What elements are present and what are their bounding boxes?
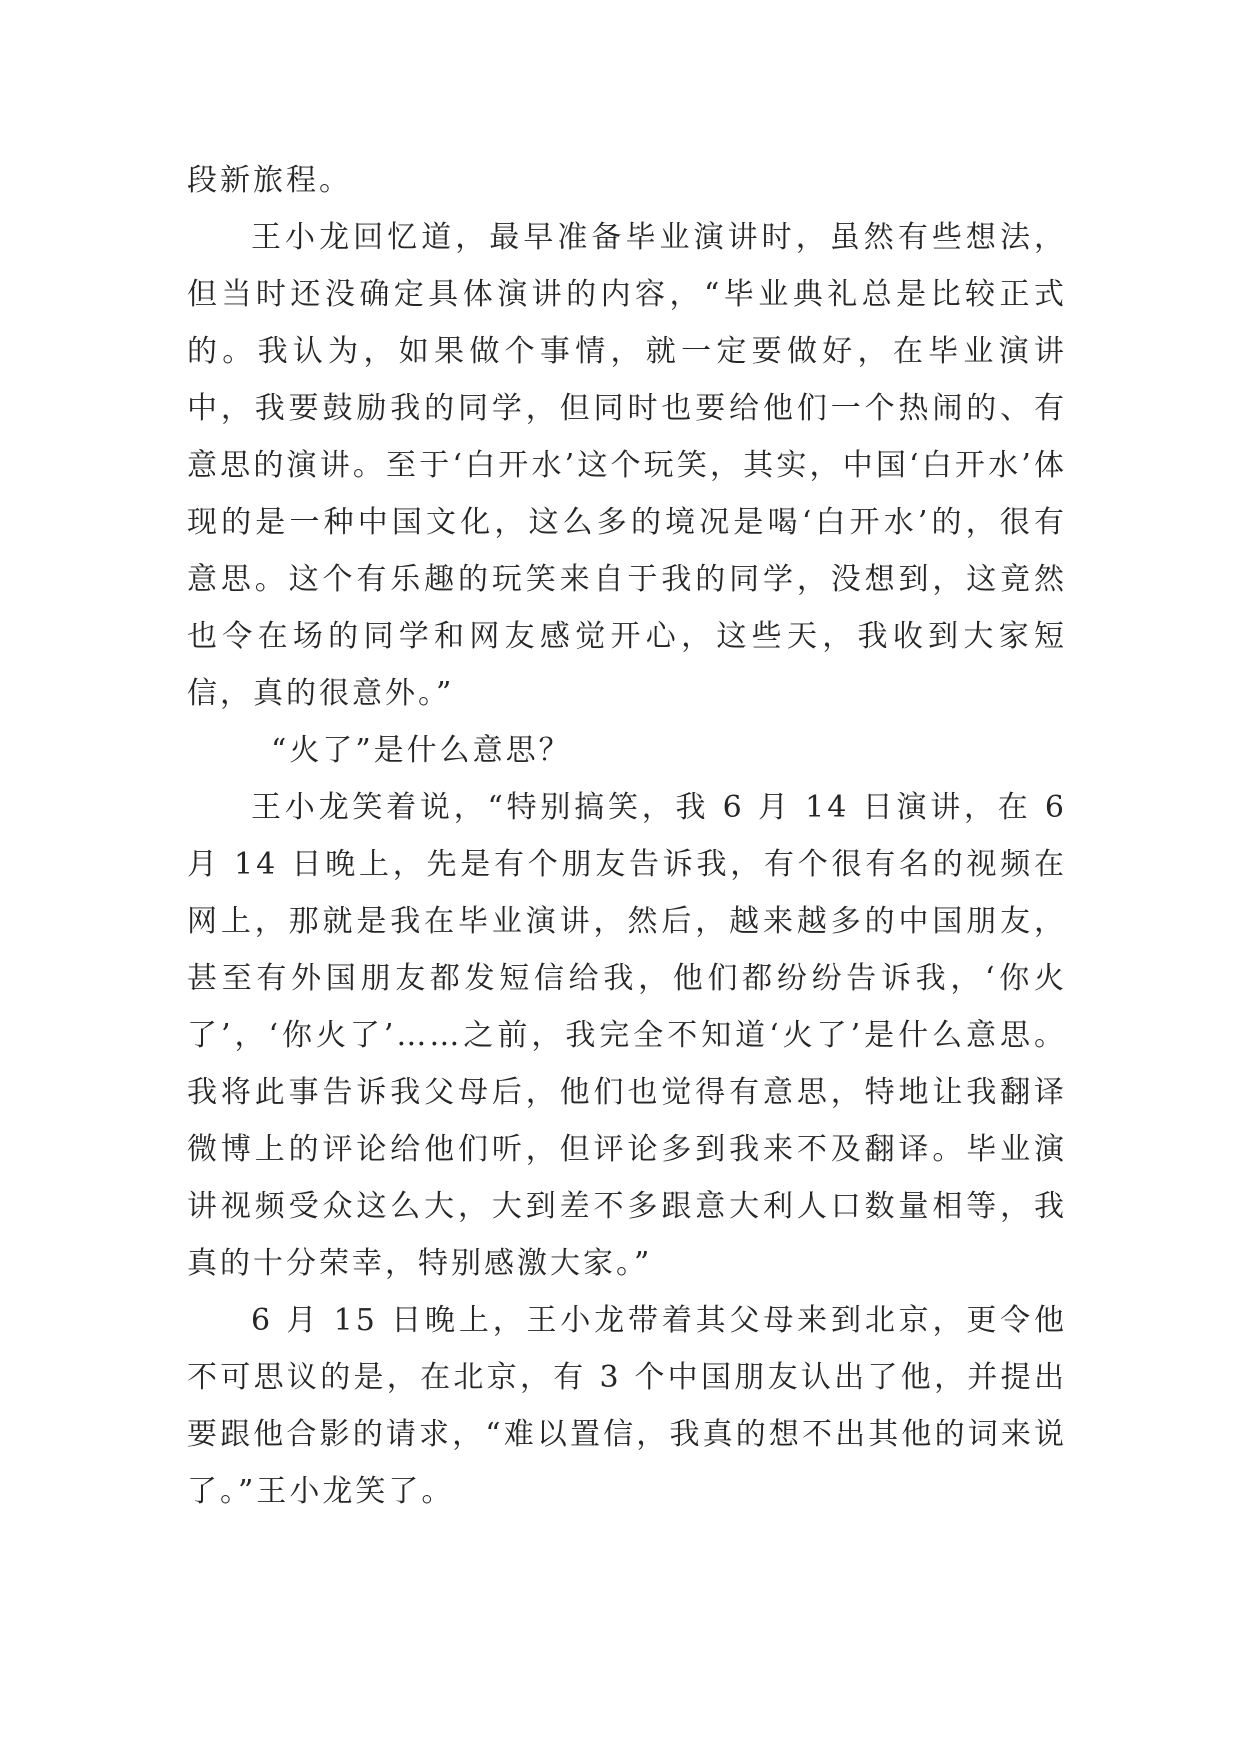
paragraph-continuation: 段新旅程。 [187,163,352,198]
section-heading-question: “火了”是什么意思？ [271,733,572,768]
paragraph-famous: 王小龙笑着说，“特别搞笑，我 6 月 14 日演讲，在 6 月 14 日晚上，先是有个朋友告诉我，有个很有名的视频在网上，那就是我在毕业演讲，然后，越来越多的中国朋友，甚至有外国朋友都发短信给我，他们都纷纷告诉我，‘你火了’，‘你火了’……之前，我完全不知道‘火了’是什么意思。我将此事告诉我父母后，他们也觉得有意思，特地让我翻译微博上的评论给他们听，但评论多到我来不及翻译。毕业演讲视频受众这么大，大到差不多跟意大利人口数量相等，我真的十分荣幸，特别感激大家。” [187,790,1067,1281]
paragraph-beijing: 6 月 15 日晚上，王小龙带着其父母来到北京，更令他不可思议的是，在北京，有 3 个中国朋友认出了他，并提出要跟他合影的请求，“难以置信，我真的想不出其他的词来说了。”王小龙笑了。 [187,1303,1067,1509]
paragraph-recollection: 王小龙回忆道，最早准备毕业演讲时，虽然有些想法，但当时还没确定具体演讲的内容，“毕业典礼总是比较正式的。我认为，如果做个事情，就一定要做好，在毕业演讲中，我要鼓励我的同学，但同时也要给他们一个热闹的、有意思的演讲。至于‘白开水’这个玩笑，其实，中国‘白开水’体现的是一种中国文化，这么多的境况是喝‘白开水’的，很有意思。这个有乐趣的玩笑来自于我的同学，没想到，这竟然也令在场的同学和网友感觉开心，这些天，我收到大家短信，真的很意外。” [187,220,1067,711]
article-body [187,152,1067,1520]
